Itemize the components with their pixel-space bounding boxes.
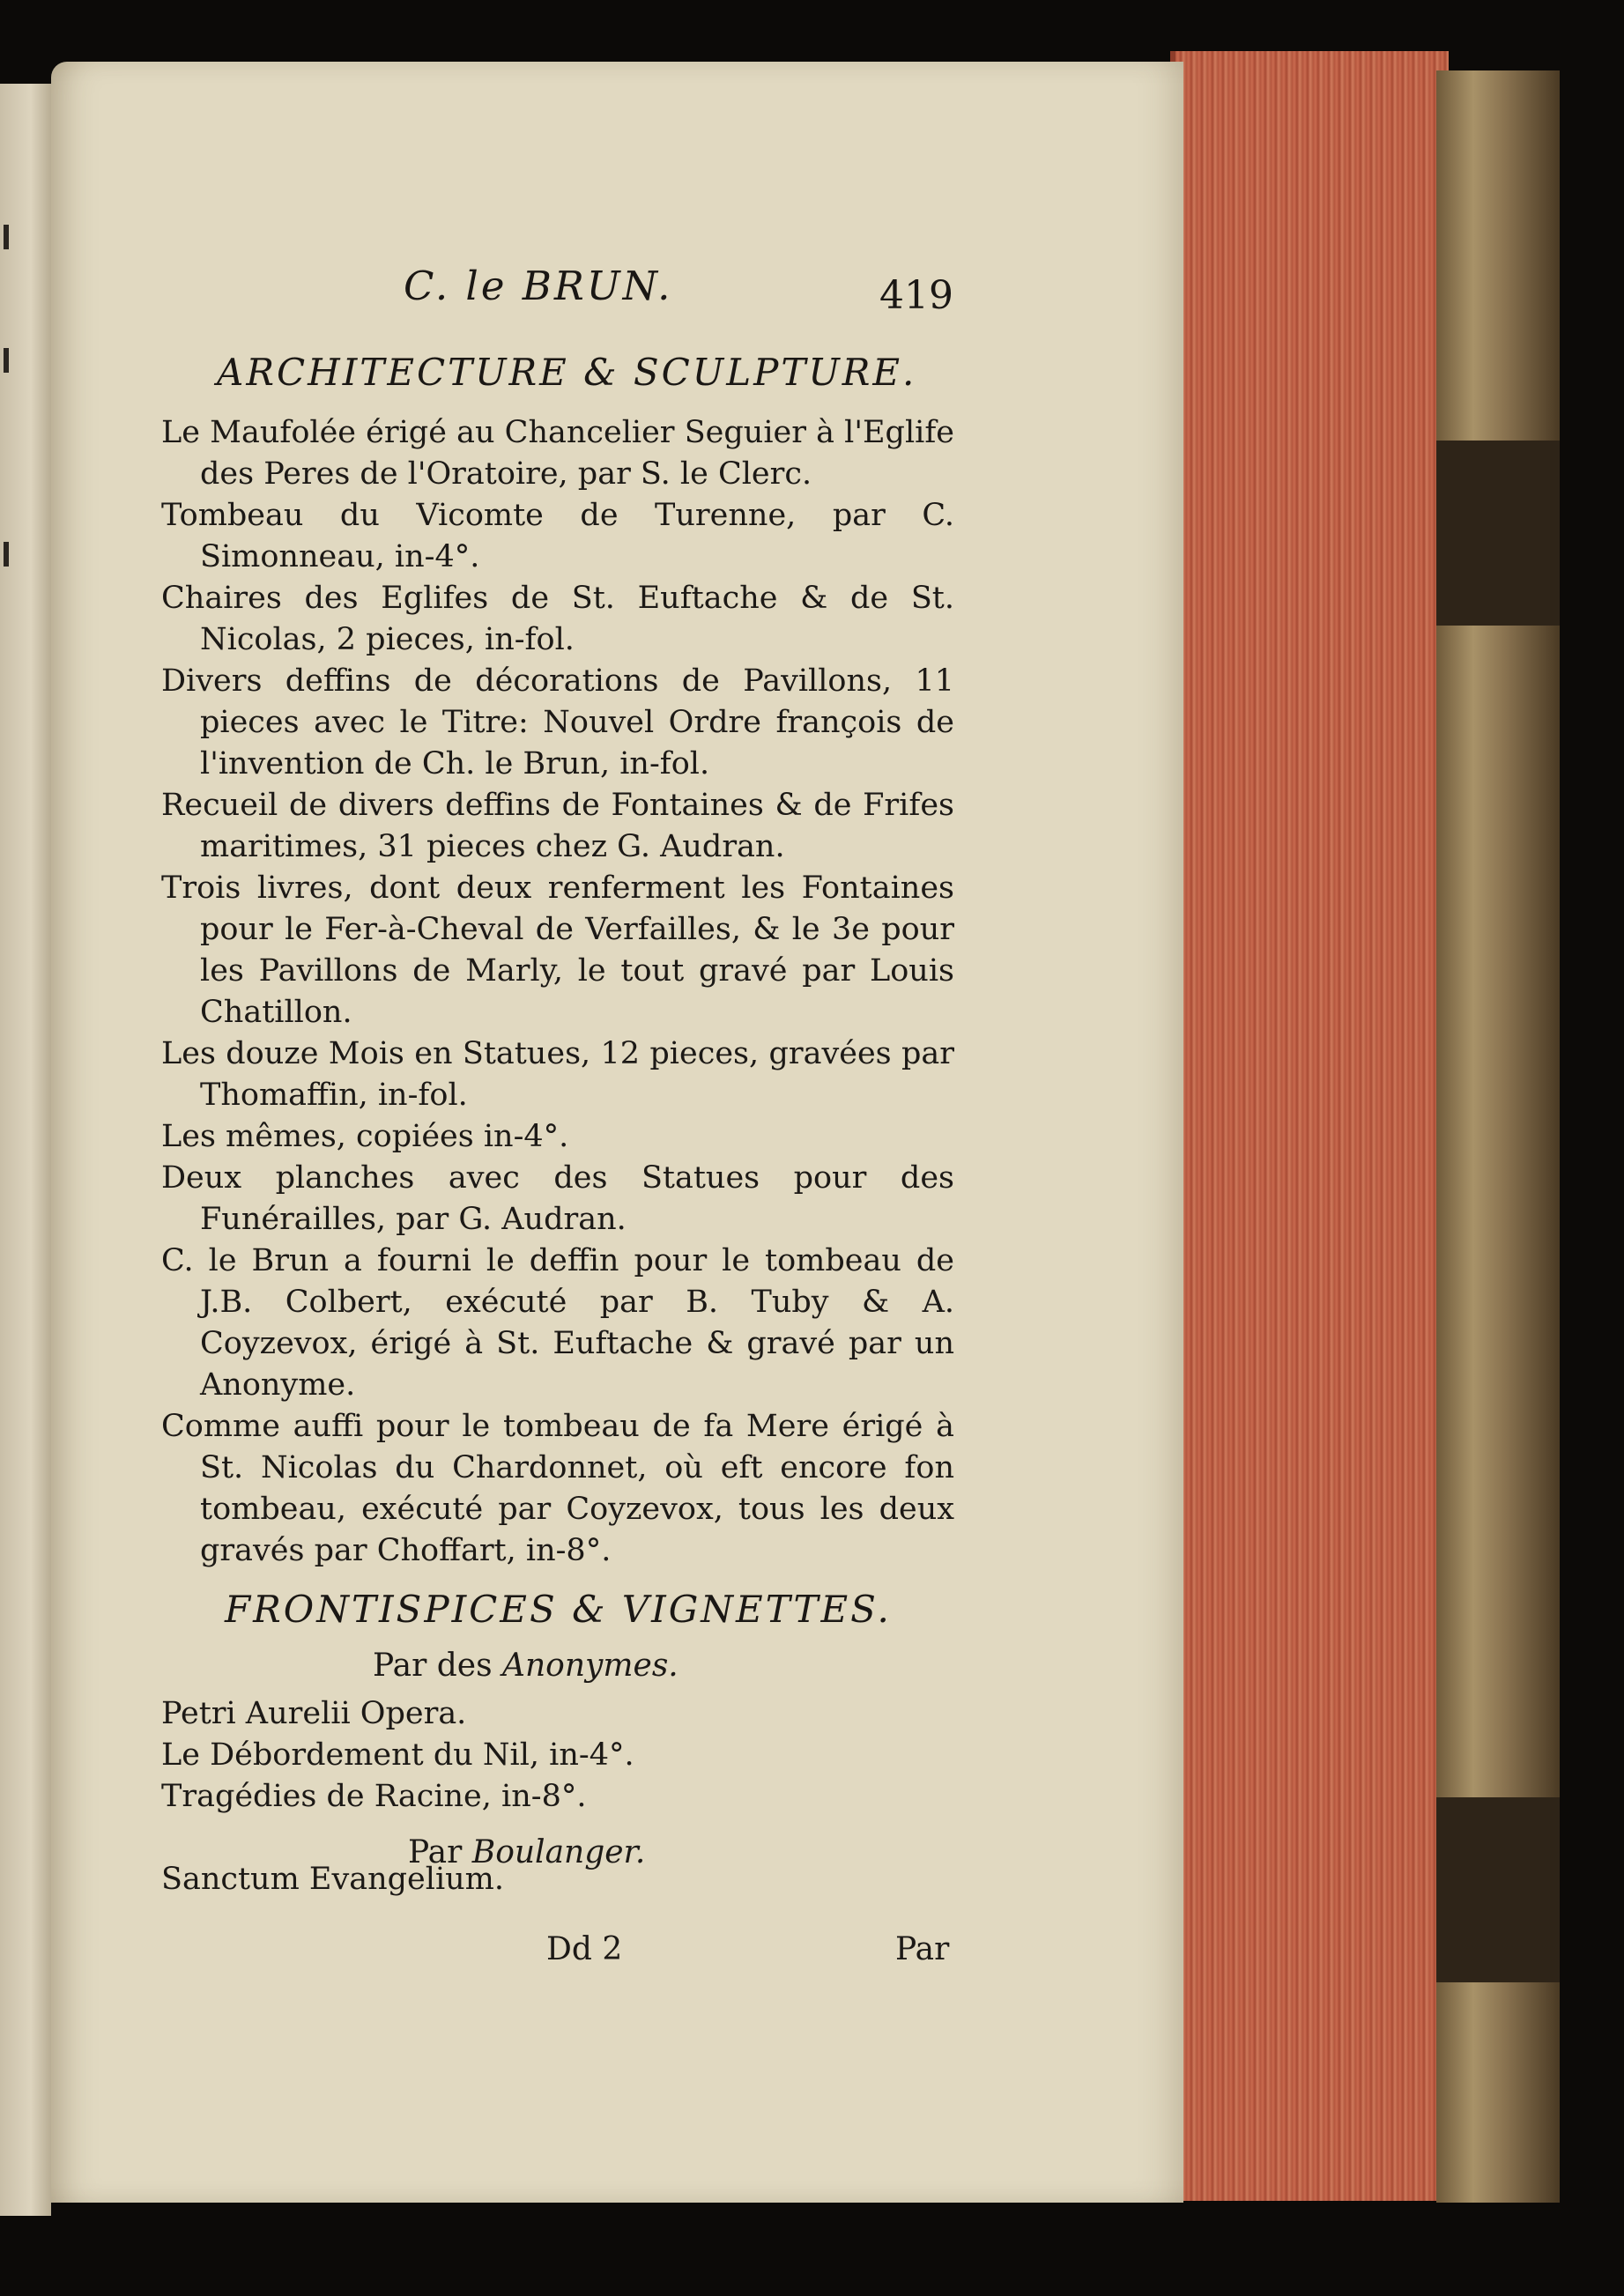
signature-mark: Dd 2 — [546, 1931, 623, 1967]
list-item: Le Maufolée érigé au Chancelier Seguier à l'Eglife des Peres de l'Oratoire, par S. le Clerc. — [161, 415, 954, 492]
subheading-lead: Par — [408, 1834, 463, 1870]
subheading-lead: Par des — [373, 1648, 493, 1684]
cover-shadow-band — [1436, 1797, 1560, 1982]
facing-page-mark — [4, 225, 9, 249]
subheading-name: Anonymes. — [502, 1648, 679, 1684]
list-item: Divers deffins de décorations de Pavillons, 11 pieces avec le Titre: Nouvel Ordre françois de l'invention de Ch. le Brun, in-fol. — [161, 663, 954, 781]
facing-page-mark — [4, 348, 9, 373]
facing-page-mark — [4, 542, 9, 567]
list-item: Recueil de divers deffins de Fontaines & de Frifes maritimes, 31 pieces chez G. Audran. — [161, 788, 954, 864]
list-item: Deux planches avec des Statues pour des Funérailles, par G. Audran. — [161, 1160, 954, 1237]
book-cover — [1436, 70, 1560, 2203]
cover-shadow-band — [1436, 441, 1560, 626]
book-page-edges — [1170, 51, 1449, 2201]
list-item: Tombeau du Vicomte de Turenne, par C. Simonneau, in-4°. — [161, 498, 954, 574]
list-item: Les mêmes, copiées in-4°. — [161, 1119, 569, 1154]
list-item: C. le Brun a fourni le deffin pour le tombeau de J.B. Colbert, exécuté par B. Tuby & A. Coyzevox, érigé à St. Euftache & gravé par un Anonyme. — [161, 1243, 954, 1403]
list-item: Les douze Mois en Statues, 12 pieces, gravées par Thomaffin, in-fol. — [161, 1036, 954, 1113]
subheading-name: Boulanger. — [471, 1834, 646, 1870]
facing-page-edge — [0, 84, 51, 2216]
list-item: Le Débordement du Nil, in-4°. — [161, 1737, 634, 1773]
architecture-entry-list — [161, 412, 954, 1572]
list-item: Sanctum Evangelium. — [161, 1862, 504, 1897]
catchword: Par — [895, 1931, 950, 1967]
list-item: Tragédies de Racine, in-8°. — [161, 1779, 587, 1814]
subheading-anonymes — [373, 1648, 679, 1684]
subheading-boulanger — [408, 1834, 645, 1870]
section-heading-architecture: ARCHITECTURE & SCULPTURE. — [217, 351, 917, 394]
list-item: Trois livres, dont deux renferment les Fontaines pour le Fer-à-Cheval de Verfailles, & le 3e pour les Pavillons de Marly, le tout gravé par Louis Chatillon. — [161, 870, 954, 1030]
book-page — [51, 62, 1183, 2203]
page-number: 419 — [879, 273, 953, 318]
list-item: Chaires des Eglifes de St. Euftache & de St. Nicolas, 2 pieces, in-fol. — [161, 581, 954, 657]
section-heading-frontispices: FRONTISPICES & VIGNETTES. — [225, 1588, 892, 1631]
list-item: Petri Aurelii Opera. — [161, 1696, 467, 1731]
running-head: C. le BRUN. — [404, 263, 673, 309]
list-item: Comme auffi pour le tombeau de fa Mere érigé à St. Nicolas du Chardonnet, où eft encore fon tombeau, exécuté par Coyzevox, tous les deux gravés par Choffart, in-8°. — [161, 1409, 954, 1568]
